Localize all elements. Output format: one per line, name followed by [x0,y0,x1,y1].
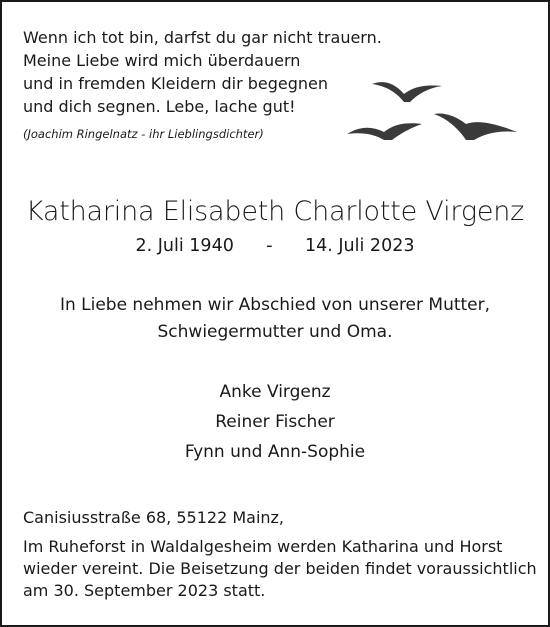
life-dates [2,236,548,256]
farewell-line: Schwiegermutter und Oma. [157,322,393,342]
mourners-list [2,377,548,467]
notice-line: am 30. September 2023 statt. [23,581,266,600]
death-date: 14. Juli 2023 [305,236,415,256]
poem-line: Wenn ich tot bin, darfst du gar nicht trauern. [23,28,382,47]
poem-line: und in fremden Kleidern dir begegnen [23,74,329,93]
date-separator: - [266,236,273,256]
poem [23,26,382,118]
farewell-message [2,292,548,346]
poem-line: und dich segnen. Lebe, lache gut! [23,97,296,116]
deceased-name: Katharina Elisabeth Charlotte Virgenz [25,196,525,227]
farewell-line: In Liebe nehmen wir Abschied von unserer Mutter, [59,295,491,315]
notice-line: wieder vereint. Die Beisetzung der beiden findet voraussichtlich [23,559,537,578]
poem-attribution: (Joachim Ringelnatz - ihr Lieblingsdichter) [23,127,264,141]
birds-icon [342,72,527,152]
address: Canisiusstraße 68, 55122 Mainz, [23,508,285,527]
mourner-name: Anke Virgenz [219,382,331,402]
mourner-name: Fynn und Ann-Sophie [184,442,366,462]
burial-notice [23,536,537,602]
mourner-name: Reiner Fischer [215,412,335,432]
birth-date: 2. Juli 1940 [135,236,234,256]
notice-line: Im Ruheforst in Waldalgesheim werden Katharina und Horst [23,537,503,556]
poem-line: Meine Liebe wird mich überdauern [23,51,301,70]
